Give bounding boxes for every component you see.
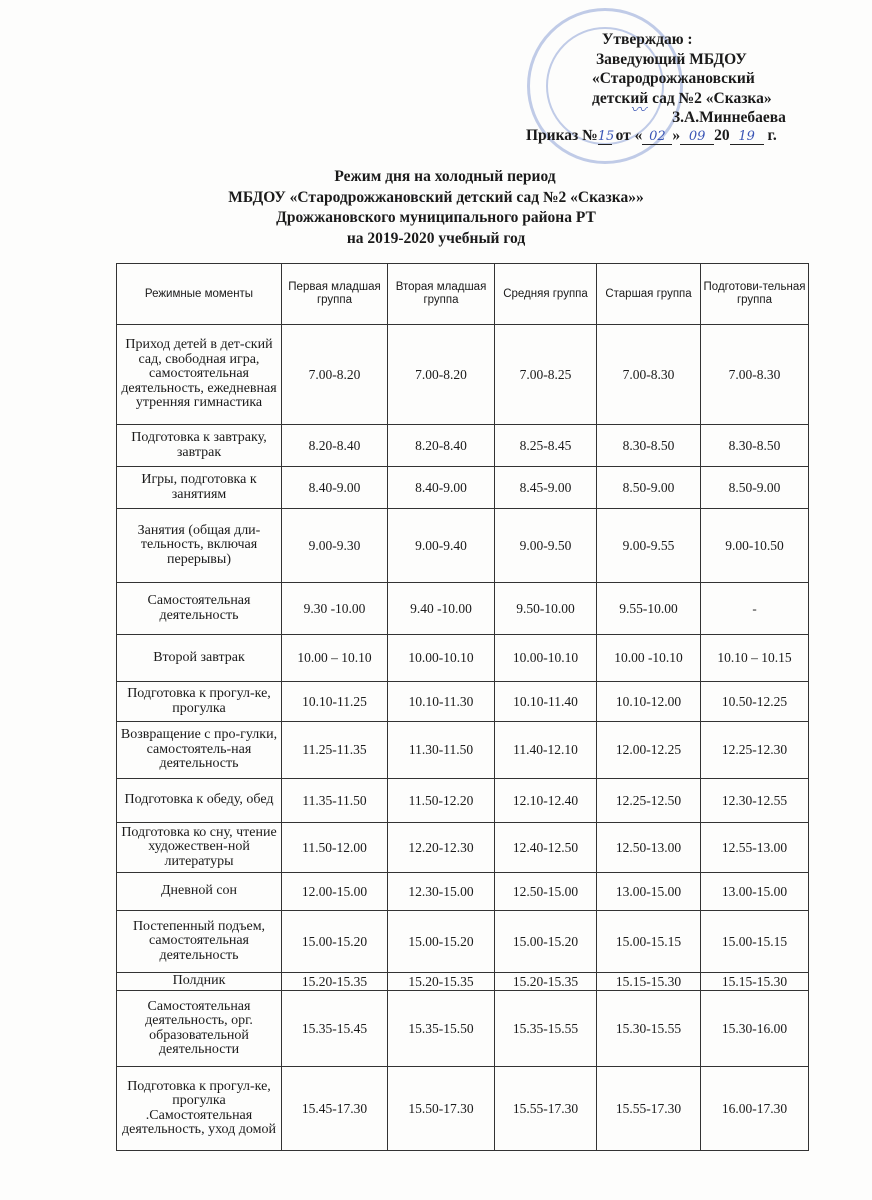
moment-cell: Подготовка к завтраку, завтрак	[117, 425, 282, 467]
time-cell: 12.25-12.30	[701, 722, 809, 779]
time-cell: 16.00-17.30	[701, 1067, 809, 1151]
time-cell: 10.10-11.30	[388, 682, 495, 722]
time-cell: 8.30-8.50	[701, 425, 809, 467]
table-row	[117, 873, 809, 911]
time-cell: 15.20-15.35	[282, 973, 388, 991]
table-row	[117, 722, 809, 779]
header-group-2: Вторая младшая группа	[388, 264, 495, 325]
time-cell: 8.50-9.00	[701, 467, 809, 509]
time-cell: 9.55-10.00	[597, 583, 701, 635]
order-suffix: г.	[767, 127, 777, 144]
title-line-2: МБДОУ «Стародрожжановский детский сад №2 «Сказка»»	[228, 188, 644, 206]
time-cell: 9.40 -10.00	[388, 583, 495, 635]
time-cell: 13.00-15.00	[701, 873, 809, 911]
table-row	[117, 325, 809, 425]
time-cell: 12.00-12.25	[597, 722, 701, 779]
table-row	[117, 635, 809, 682]
time-cell: 12.00-15.00	[282, 873, 388, 911]
moment-cell: Возвращение с про-гулки, самостоятель-ная деятельность	[117, 722, 282, 779]
table-row	[117, 991, 809, 1067]
moment-cell: Подготовка к прогул-ке, прогулка	[117, 682, 282, 722]
time-cell: 9.00-10.50	[701, 509, 809, 583]
approval-line-5: З.А.Миннебаева	[672, 109, 786, 126]
time-cell: 8.20-8.40	[282, 425, 388, 467]
approval-line-3: «Стародрожжановский	[592, 70, 755, 87]
signature: 〰	[630, 102, 647, 119]
moment-cell: Постепенный подъем, самостоятельная деятельность	[117, 911, 282, 973]
header-moments: Режимные моменты	[117, 264, 282, 325]
order-day: 02	[642, 129, 672, 145]
schedule-table	[116, 263, 809, 1151]
time-cell: 7.00-8.20	[282, 325, 388, 425]
time-cell: 15.45-17.30	[282, 1067, 388, 1151]
time-cell: 12.55-13.00	[701, 823, 809, 873]
moment-cell: Подготовка к прогул-ке, прогулка .Самостоятельная деятельность, уход домой	[117, 1067, 282, 1151]
moment-cell: Подготовка ко сну, чтение художествен-ной литературы	[117, 823, 282, 873]
moment-cell: Полдник	[117, 973, 282, 991]
time-cell: 15.55-17.30	[597, 1067, 701, 1151]
order-mid: »	[672, 127, 681, 144]
time-cell: 10.10 – 10.15	[701, 635, 809, 682]
time-cell: 8.30-8.50	[597, 425, 701, 467]
table-header-row	[117, 264, 809, 325]
order-prefix: Приказ №	[526, 127, 598, 144]
time-cell: 15.00-15.20	[495, 911, 597, 973]
time-cell: 15.00-15.15	[597, 911, 701, 973]
moment-cell: Занятия (общая дли-тельность, включая перерывы)	[117, 509, 282, 583]
time-cell: 10.00-10.10	[495, 635, 597, 682]
time-cell: 15.00-15.20	[388, 911, 495, 973]
time-cell: 15.35-15.45	[282, 991, 388, 1067]
approval-line-1: Утверждаю :	[602, 31, 693, 48]
time-cell: 15.30-16.00	[701, 991, 809, 1067]
moment-cell: Самостоятельная деятельность	[117, 583, 282, 635]
document-title	[0, 167, 872, 249]
title-line-3: Дрожжановского муниципального района РТ	[276, 209, 596, 226]
time-cell: 8.45-9.00	[495, 467, 597, 509]
order-year-prefix: 20	[714, 127, 730, 144]
table-row	[117, 911, 809, 973]
header-group-5: Подготови-тельная группа	[701, 264, 809, 325]
time-cell: 11.30-11.50	[388, 722, 495, 779]
moment-cell: Второй завтрак	[117, 635, 282, 682]
header-group-1: Первая младшая группа	[282, 264, 388, 325]
table-row	[117, 973, 809, 991]
time-cell: 15.30-15.55	[597, 991, 701, 1067]
time-cell: 12.30-15.00	[388, 873, 495, 911]
time-cell: 9.00-9.40	[388, 509, 495, 583]
moment-cell: Самостоятельная деятельность, орг. образовательной деятельности	[117, 991, 282, 1067]
time-cell: 10.50-12.25	[701, 682, 809, 722]
table-row	[117, 467, 809, 509]
time-cell: 15.35-15.55	[495, 991, 597, 1067]
time-cell: 12.50-13.00	[597, 823, 701, 873]
time-cell: 10.00 -10.10	[597, 635, 701, 682]
title-line-4: на 2019-2020 учебный год	[346, 229, 526, 247]
header-group-3: Средняя группа	[495, 264, 597, 325]
title-line-1: Режим дня на холодный период	[334, 168, 556, 185]
time-cell: 10.10-12.00	[597, 682, 701, 722]
time-cell: 15.15-15.30	[597, 973, 701, 991]
time-cell: 8.50-9.00	[597, 467, 701, 509]
time-cell: 8.40-9.00	[282, 467, 388, 509]
order-number: 15	[597, 129, 615, 144]
time-cell: 9.00-9.55	[597, 509, 701, 583]
time-cell: 7.00-8.30	[597, 325, 701, 425]
time-cell: 12.50-15.00	[495, 873, 597, 911]
time-cell: 10.10-11.40	[495, 682, 597, 722]
time-cell: 7.00-8.20	[388, 325, 495, 425]
time-cell: 15.15-15.30	[701, 973, 809, 991]
moment-cell: Дневной сон	[117, 873, 282, 911]
moment-cell: Приход детей в дет-ский сад, свободная игра, самостоятельная деятельность, ежедневная утренняя гимнастика	[117, 325, 282, 425]
time-cell: 11.50-12.20	[388, 779, 495, 823]
time-cell: 9.30 -10.00	[282, 583, 388, 635]
time-cell: 10.00 – 10.10	[282, 635, 388, 682]
order-from: от «	[615, 127, 643, 144]
time-cell: 15.35-15.50	[388, 991, 495, 1067]
order-year: 19	[730, 129, 764, 145]
time-cell: 9.50-10.00	[495, 583, 597, 635]
time-cell: 10.10-11.25	[282, 682, 388, 722]
table-row	[117, 779, 809, 823]
time-cell: 11.35-11.50	[282, 779, 388, 823]
time-cell: 11.40-12.10	[495, 722, 597, 779]
time-cell: 8.40-9.00	[388, 467, 495, 509]
time-cell: 11.25-11.35	[282, 722, 388, 779]
header-group-4: Старшая группа	[597, 264, 701, 325]
time-cell: 8.25-8.45	[495, 425, 597, 467]
table-row	[117, 509, 809, 583]
moment-cell: Игры, подготовка к занятиям	[117, 467, 282, 509]
order-month: 09	[680, 129, 714, 145]
time-cell: 13.00-15.00	[597, 873, 701, 911]
approval-block	[592, 30, 786, 128]
time-cell: 15.20-15.35	[495, 973, 597, 991]
time-cell: 12.25-12.50	[597, 779, 701, 823]
time-cell: -	[701, 583, 809, 635]
approval-line-4: детский сад №2 «Сказка»	[592, 89, 772, 107]
approval-line-2: Заведующий МБДОУ	[596, 50, 747, 68]
time-cell: 7.00-8.30	[701, 325, 809, 425]
time-cell: 12.10-12.40	[495, 779, 597, 823]
time-cell: 15.20-15.35	[388, 973, 495, 991]
time-cell: 15.55-17.30	[495, 1067, 597, 1151]
time-cell: 9.00-9.30	[282, 509, 388, 583]
time-cell: 11.50-12.00	[282, 823, 388, 873]
time-cell: 12.30-12.55	[701, 779, 809, 823]
moment-cell: Подготовка к обеду, обед	[117, 779, 282, 823]
time-cell: 10.00-10.10	[388, 635, 495, 682]
time-cell: 9.00-9.50	[495, 509, 597, 583]
table-row	[117, 425, 809, 467]
table-row	[117, 823, 809, 873]
time-cell: 15.00-15.15	[701, 911, 809, 973]
table-row	[117, 1067, 809, 1151]
time-cell: 8.20-8.40	[388, 425, 495, 467]
time-cell: 12.40-12.50	[495, 823, 597, 873]
time-cell: 15.50-17.30	[388, 1067, 495, 1151]
time-cell: 12.20-12.30	[388, 823, 495, 873]
time-cell: 15.00-15.20	[282, 911, 388, 973]
order-line	[526, 127, 777, 145]
time-cell: 7.00-8.25	[495, 325, 597, 425]
table-row	[117, 682, 809, 722]
table-row	[117, 583, 809, 635]
